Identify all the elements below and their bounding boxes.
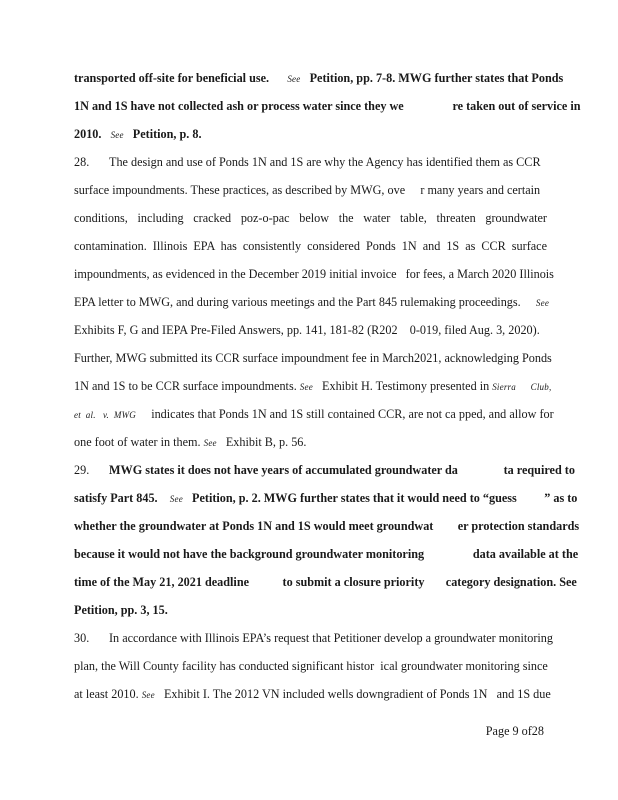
line-segment: indicates that Ponds 1N and 1S still contained CCR, are not ca pped, and allow for [151,407,554,421]
text-line-7 [74,237,547,255]
line-segment: plan, the Will County facility has conducted significant histor ical groundwater monitoring since [74,659,548,673]
line-segment: transported off-site for beneficial use. [74,71,270,85]
text-line-2 [74,97,581,115]
line-segment: time of the May 21, 2021 deadline to submit a closure priority category designation. See [74,575,577,589]
paragraph-28-first-line [74,153,547,171]
text-line-18 [74,545,579,563]
text-line-23 [74,685,551,703]
text-line-9 [74,293,550,311]
case-name-italic: Sierra Club, [492,382,552,392]
line-segment: 2010. [74,127,102,141]
line-segment: because it would not have the background groundwater monitoring data available at the [74,547,579,561]
line-segment: 1N and 1S to be CCR surface impoundments. [74,379,297,393]
text-line-3 [74,125,547,143]
see-signal: See [299,382,313,392]
paragraph-number: 28. [74,155,90,169]
line-segment: The design and use of Ponds 1N and 1S are why the Agency has identified them as CCR [109,155,541,169]
see-signal: See [110,130,124,140]
line-segment: Exhibits F, G and IEPA Pre-Filed Answers, pp. 141, 181-82 (R202 0-019, filed Aug. 3, 2020). [74,323,540,337]
line-segment: Exhibit H. Testimony presented in [322,379,490,393]
line-segment: at least 2010. [74,687,139,701]
text-line-6 [74,209,547,227]
text-line-20 [74,601,547,619]
line-segment: 1N and 1S have not collected ash or process water since they we re taken out of service in [74,99,581,113]
text-line-8 [74,265,554,283]
line-segment: Petition, pp. 3, 15. [74,603,168,617]
see-signal: See [535,298,550,308]
line-segment: whether the groundwater at Ponds 1N and 1S would meet groundwat er protection standards [74,519,580,533]
line-segment: MWG states it does not have years of accumulated groundwater da ta required to [109,463,575,477]
paragraph-29-first-line [74,461,575,479]
text-line-5 [74,181,547,199]
text-line-13 [74,405,554,423]
paragraph-number: 29. [74,463,90,477]
case-name-italic: et al. v. MWG [74,410,136,420]
text-line-16 [74,489,578,507]
line-segment: In accordance with Illinois EPA’s request that Petitioner develop a groundwater monitoring [109,631,553,645]
line-segment: Petition, p. 8. [132,127,202,141]
line-segment: contamination. Illinois EPA has consistently considered Ponds 1N and 1S as CCR surface [74,239,547,253]
see-signal: See [141,690,155,700]
text-line-17 [74,517,580,535]
line-segment: conditions, including cracked poz-o-pac below the water table, threaten groundwater [74,211,547,225]
line-segment: Exhibit B, p. 56. [225,435,307,449]
text-line-10 [74,321,547,339]
text-line-14 [74,433,547,451]
line-segment: EPA letter to MWG, and during various meetings and the Part 845 rulemaking proceedings. [74,295,521,309]
text-line-19 [74,573,577,591]
paragraph-30-first-line [74,629,553,647]
line-segment: one foot of water in them. [74,435,201,449]
line-segment: surface impoundments. These practices, as described by MWG, ove r many years and certain [74,183,541,197]
paragraph-number: 30. [74,631,90,645]
see-signal: See [287,74,301,84]
text-line-12 [74,377,552,395]
line-segment: Petition, p. 2. MWG further states that it would need to “guess ” as to [192,491,578,505]
text-line-22 [74,657,547,675]
line-segment: Further, MWG submitted its CCR surface impoundment fee in March2021, acknowledging Ponds [74,351,552,365]
page-number: Page 9 of28 [485,724,544,738]
text-line-11 [74,349,552,367]
line-segment: Exhibit I. The 2012 VN included wells downgradient of Ponds 1N and 1S due [163,687,551,701]
line-segment: Petition, pp. 7-8. MWG further states that Ponds [309,71,564,85]
line-segment: impoundments, as evidenced in the December 2019 initial invoice for fees, a March 2020 Illinois [74,267,554,281]
line-segment: satisfy Part 845. [74,491,158,505]
text-line-1 [74,69,564,87]
see-signal: See [203,438,217,448]
see-signal: See [169,494,183,504]
